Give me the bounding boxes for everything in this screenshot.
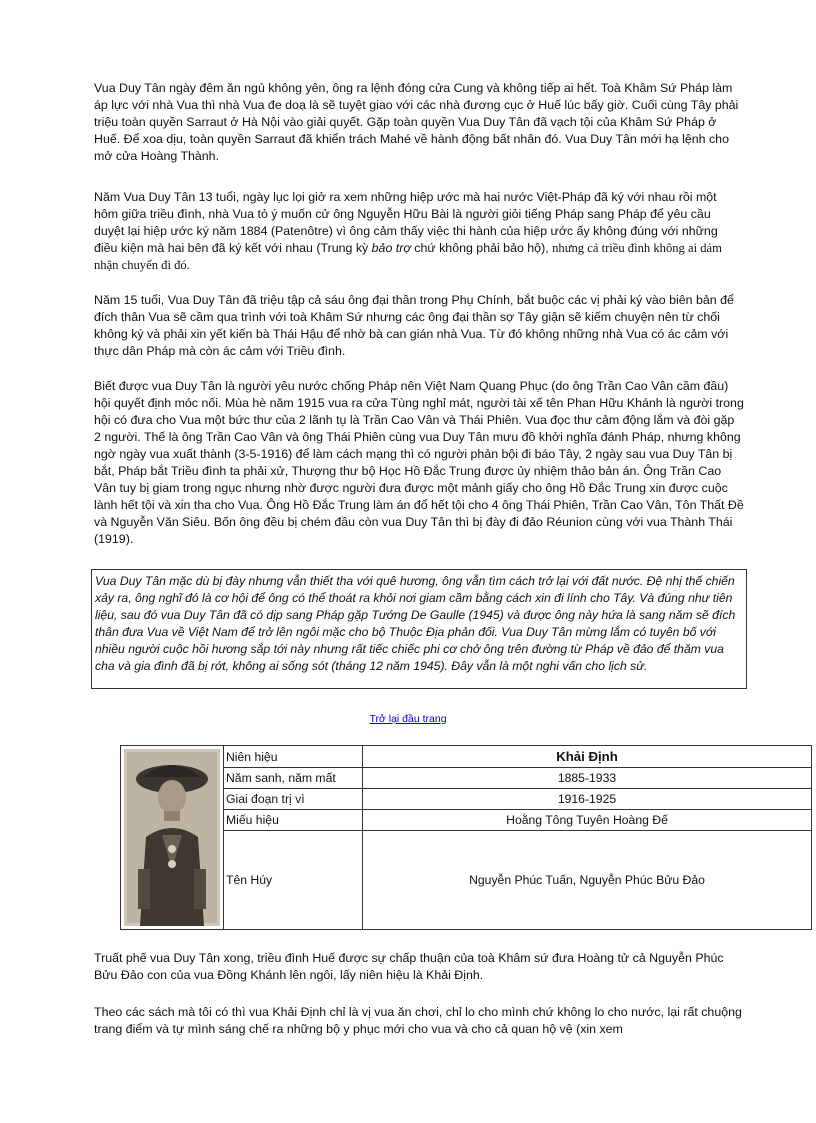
paragraph-2-text-b: chứ không phải bảo hộ),: [410, 241, 553, 255]
paragraph-6: [94, 1004, 744, 1038]
paragraph-3: [94, 292, 744, 360]
paragraph-5-text: Truất phế vua Duy Tân xong, triều đình Huế được sự chấp thuận của toà Khâm sứ đưa Hoàng tử cả Nguyễn Phúc Bửu Đảo con của vua Đồng Khánh lên ngôi, lấy niên hiệu là Khải Định.: [94, 951, 724, 982]
portrait-photo: [124, 749, 220, 926]
paragraph-5: [94, 950, 744, 984]
paragraph-2-text-a: Năm Vua Duy Tân 13 tuổi, ngày lục lọi giở ra xem những hiệp ước mà hai nước Việt-Pháp đã ký với nhau rồi một hôm giữa triều đình, nhà Vua tỏ ý muốn cử ông Nguyễn Hữu Bài là người giỏi tiếng Pháp sang Pháp để yêu cầu duyệt lại hiệp ước ký năm 1884 (Patenôtre) vì ông cảm thấy việc thi hành của hiệp ước ấy không đúng với những điều kiện mà hai bên đã ký kết với nhau (Trung kỳ: [94, 190, 718, 255]
paragraph-6-text: Theo các sách mà tôi có thì vua Khải Định chỉ là vị vua ăn chơi, chỉ lo cho mình chứ không lo cho nước, lại rất chuộng trang điểm và tự mình sáng chế ra những bộ y phục mới cho vua và cho cả quan hộ vệ (xin xem: [94, 1005, 742, 1036]
table-row: [121, 746, 812, 768]
king-info-table: [120, 745, 812, 930]
table-row: [121, 768, 812, 789]
portrait-image: [124, 749, 220, 926]
paragraph-4: [94, 378, 744, 548]
quote-box: [91, 569, 747, 689]
table-row: [121, 810, 812, 831]
table-value-nam-sanh: 1885-1933: [363, 768, 812, 789]
table-row: [121, 789, 812, 810]
paragraph-1-text: Vua Duy Tân ngày đêm ăn ngủ không yên, ông ra lệnh đóng cửa Cung và không tiếp ai hết. Toà Khâm Sứ Pháp làm áp lực với nhà Vua thì nhà Vua đe doạ là sẽ tuyệt giao với các nhà đương cục ở Huế lúc bấy giờ. Cuối cùng Tây phải triệu toàn quyền Sarraut ở Hà Nội vào giải quyết. Gặp toàn quyền Vua Duy Tân đã vạch tội của Khâm Sứ Pháp ở Huế. Để xoa dịu, toàn quyền Sarraut đã khiển trách Mahé về hành động bất nhân đó. Vua Duy Tân mới hạ lệnh cho mở cửa Hoàng Thành.: [94, 81, 739, 163]
table-label-mieu-hieu: Miếu hiệu: [224, 810, 363, 831]
paragraph-2-emphasis: bảo trợ: [371, 241, 411, 255]
table-row: [121, 831, 812, 930]
paragraph-2: [94, 189, 744, 274]
table-value-nien-hieu: Khải Định: [363, 746, 812, 768]
quote-text: Vua Duy Tân mặc dù bị đày nhưng vẫn thiết tha với quê hương, ông vẫn tìm cách trở lại với đất nước. Đệ nhị thế chiến xảy ra, ông nghĩ đó là cơ hội để ông có thể thoát ra khỏi nơi giam cầm bằng cách xin đi lính cho Tây. Và đúng như tiên liệu, sau đó vua Duy Tân đã có dịp sang Pháp gặp Tướng De Gaulle (1945) và được ông này hứa là sang năm sẽ đích thân đưa Vua về Việt Nam để trở lên ngôi mặc cho bộ Thuộc Địa phản đối. Vua Duy Tân mừng lắm có tuyên bố với nhiều người cuộc hồi hương sắp tới này nhưng rất tiếc chiếc phi cơ chở ông trên đường từ Pháp về đảo để thăm vua cha và gia đình đã bị rớt, không ai sống sót (tháng 12 năm 1945). Đây vẫn là một nghi vấn cho lịch sử.: [95, 574, 736, 673]
table-label-giai-doan: Giai đoạn trị vì: [224, 789, 363, 810]
back-to-top-link[interactable]: Trở lại đầu trang: [369, 713, 447, 725]
paragraph-1: [94, 80, 744, 165]
paragraph-2-text-c: nhưng cả triều đình không ai dám nhận chuyến đi đó.: [94, 241, 722, 272]
paragraph-4-text: Biết được vua Duy Tân là người yêu nước chống Pháp nên Việt Nam Quang Phục (do ông Trần Cao Vân cầm đầu) hội quyết định móc nối. Mùa hè năm 1915 vua ra cửa Tùng nghỉ mát, người tài xế tên Phan Hữu Khánh là người trong hội có đưa cho Vua một bức thư của 2 lãnh tụ là Trần Cao Vân và Thái Phiên. Vua đọc thư cảm động lắm và đòi gặp 2 người. Thế là ông Trần Cao Vân và ông Thái Phiên cùng vua Duy Tân mưu đồ khởi nghĩa đánh Pháp, nhưng không ngờ ngày vua xuất thành (3-5-1916) để làm cách mạng thì có người phản bội đi báo Tây, 2 ngày sau vua Duy Tân bị bắt, Pháp bắt Triều đình ta phải xử, Thượng thư bộ Học Hồ Đắc Trung được ủy nhiệm thảo bản án. Ông Trần Cao Vân tuy bị giam trong ngục nhưng nhờ được người đưa được một mảnh giấy cho ông Hồ Đắc Trung xin được cuộc lành hết tội và xin tha cho Vua. Ông Hồ Đắc Trung làm án đổ hết tội cho 4 ông Thái Phiên, Trần Cao Vân, Tôn Thất Đề và Nguyễn Văn Siêu. Bốn ông đều bị chém đầu còn vua Duy Tân thì bị đày đi đảo Réunion cùng với vua Thành Thái (1919).: [94, 379, 744, 546]
table-value-giai-doan: 1916-1925: [363, 789, 812, 810]
portrait-cell: [121, 746, 224, 930]
table-label-nien-hieu: Niên hiệu: [224, 746, 363, 768]
table-value-mieu-hieu: Hoằng Tông Tuyên Hoàng Đế: [363, 810, 812, 831]
paragraph-3-text: Năm 15 tuổi, Vua Duy Tân đã triệu tập cả sáu ông đại thần trong Phụ Chính, bắt buộc các vị phải ký vào biên bản để đích thân Vua sẽ cầm qua trình với toà Khâm Sứ nhưng các ông đại thần sợ Tây giận sẽ kiếm chuyện nên từ chối không ký và phải xin yết kiến bà Thái Hậu để nhờ bà can gián nhà Vua. Từ đó không những nhà Vua có ác cảm với thực dân Pháp mà còn ác cảm với Triều đình.: [94, 293, 734, 358]
table-value-ten-huy: Nguyễn Phúc Tuấn, Nguyễn Phúc Bửu Đảo: [363, 831, 812, 930]
table-label-ten-huy: Tên Húy: [224, 831, 363, 930]
table-label-nam-sanh: Năm sanh, năm mất: [224, 768, 363, 789]
